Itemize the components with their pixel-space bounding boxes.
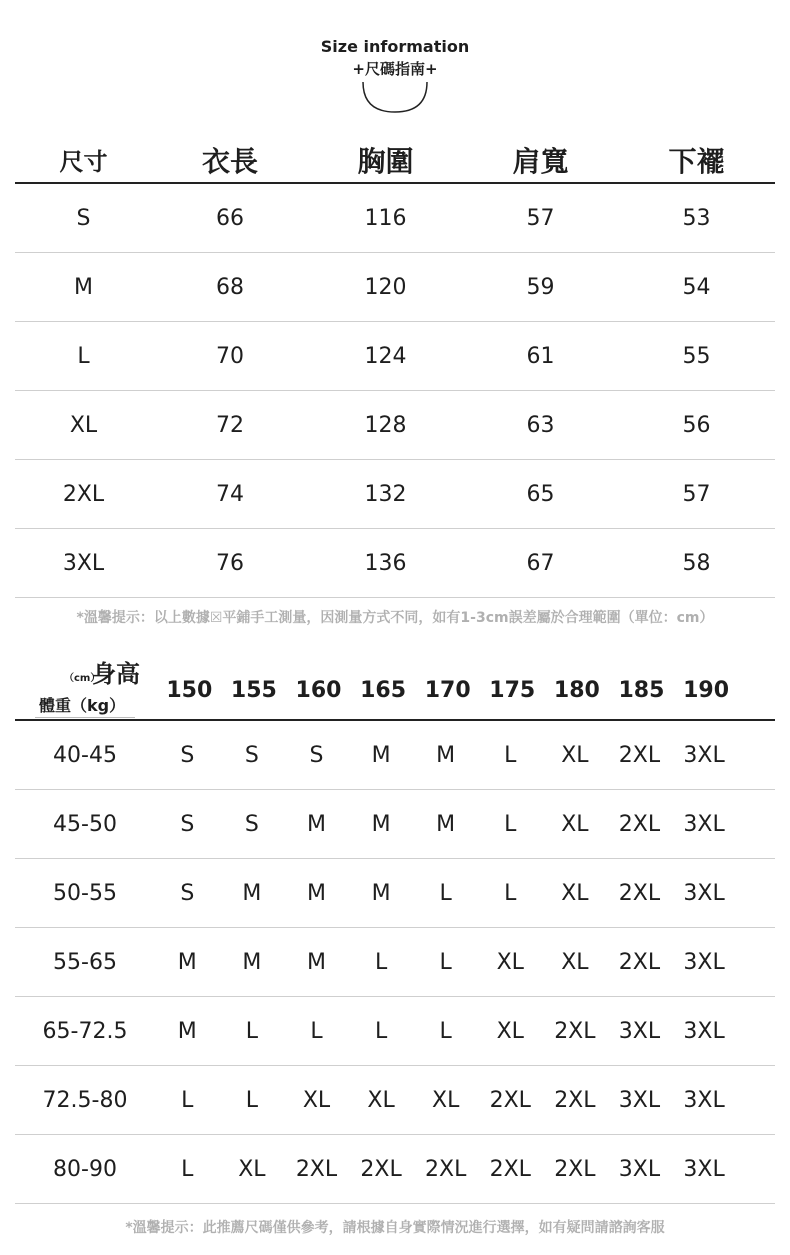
size-recommendation-cell: 3XL [618,1087,661,1113]
size-recommendation-cell: XL [496,1018,524,1044]
size-recommendation-cell: 2XL [618,880,661,906]
size-recommendation-cell: S [180,880,195,906]
size-recommendation-cell: XL [561,949,589,975]
height-header-cell: 165 [360,678,407,703]
size-recommendation-cell: M [436,742,456,768]
size-recommendation-cell: 3XL [683,811,725,837]
size-recommendation-cell: S [244,811,259,837]
weight-cell: 55-65 [53,949,117,975]
size-cell: 66 [216,205,244,231]
size-cell: 72 [216,412,244,438]
size-recommendation-cell: 3XL [683,1018,725,1044]
size-cell: 128 [364,412,407,438]
size-row [15,460,775,529]
size-recommendation-cell: M [371,880,391,906]
size-cell: M [74,274,93,300]
size-recommendation-cell: L [181,1156,194,1182]
size-recommendation-cell: 3XL [618,1156,661,1182]
size-cell: 132 [364,481,407,507]
col-chest: 胸圍 [357,145,414,178]
size-recommendation-cell: L [310,1018,323,1044]
size-table-header [15,136,775,184]
size-recommendation-cell: 2XL [360,1156,402,1182]
header [0,36,790,116]
size-recommendation-cell: L [374,949,388,975]
height-header-cell: 180 [553,678,600,703]
size-recommendation-cell: L [181,1087,194,1113]
size-recommendation-cell: 2XL [554,1156,596,1182]
height-header-cell: 190 [683,678,730,703]
size-cell: 116 [364,205,407,231]
weight-cell: 80-90 [53,1156,117,1182]
unit-label: （cm） [64,673,101,684]
height-label: 身高 [92,660,140,688]
size-recommendation-cell: 2XL [489,1156,531,1182]
col-shoulder: 肩寬 [512,145,569,178]
size-recommendation-cell: XL [561,880,589,906]
size-cell: 59 [526,274,555,300]
corner-cell [15,651,155,719]
size-recommendation-cell: XL [238,1156,266,1182]
size-recommendation-cell: L [504,880,517,906]
size-recommendation-cell: M [371,811,391,837]
weight-cell: 72.5-80 [42,1087,128,1113]
size-recommendation-cell: M [306,811,326,837]
size-cell: XL [69,412,98,438]
size-cell: 3XL [62,550,105,576]
size-cell: 53 [682,205,711,231]
size-recommendation-cell: 2XL [554,1087,596,1113]
size-recommendation-cell: XL [302,1087,331,1113]
size-cell: 76 [216,550,244,576]
col-hem: 下襬 [668,145,725,178]
size-recommendation-cell: L [439,1018,452,1044]
height-header-cell: 170 [424,678,471,703]
size-row [15,184,775,253]
weight-cell: 50-55 [53,880,117,906]
size-recommendation-cell: L [439,949,452,975]
size-recommendation-cell: 2XL [425,1156,467,1182]
weight-label: 體重（kg） [39,696,126,715]
size-recommendation-cell: XL [367,1087,395,1113]
recommendation-row [15,1135,775,1204]
height-header-cell: 150 [166,678,213,703]
size-cell: 124 [364,343,407,369]
size-recommendation-cell: L [439,880,452,906]
size-recommendation-cell: L [245,1087,259,1113]
size-recommendation-cell: XL [561,742,589,768]
recommendation-row [15,721,775,790]
size-cell: 120 [364,274,407,300]
size-recommendation-cell: 3XL [683,1156,725,1182]
measurement-note: *溫馨提示：以上數據☒平鋪手工測量，因測量方式不同，如有1-3cm誤差屬於合理範圍（單位：cm） [76,610,714,626]
size-recommendation-cell: M [177,1018,197,1044]
size-cell: 58 [682,550,711,576]
size-recommendation-cell: S [180,811,195,837]
size-recommendation-cell: M [242,880,262,906]
size-row [15,253,775,322]
size-cell: 67 [526,550,555,576]
recommendation-row [15,928,775,997]
size-cell: 61 [526,343,555,369]
size-recommendation-cell: XL [561,811,589,837]
recommendation-row [15,997,775,1066]
weight-cell: 65-72.5 [42,1018,128,1044]
size-recommendation-cell: 3XL [683,1087,725,1113]
size-recommendation-cell: S [244,742,259,768]
recommendation-row [15,1066,775,1135]
size-recommendation-cell: 2XL [618,949,661,975]
size-recommendation-cell: M [306,880,326,906]
size-cell: 68 [216,274,244,300]
size-cell: 56 [682,412,711,438]
size-cell: 2XL [62,481,105,507]
size-row [15,322,775,391]
col-size: 尺寸 [59,148,108,176]
size-recommendation-cell: 2XL [295,1156,338,1182]
size-cell: 74 [216,481,244,507]
size-cell: 136 [364,550,407,576]
size-recommendation-cell: 2XL [618,811,661,837]
size-cell: S [76,205,91,231]
size-recommendation-cell: XL [496,949,524,975]
size-recommendation-cell: M [242,949,262,975]
size-cell: 63 [526,412,555,438]
height-header-cell: 160 [295,678,342,703]
size-cell: 57 [526,205,555,231]
recommendation-note: *溫馨提示：此推薦尺碼僅供參考，請根據自身實際情況進行選擇，如有疑問請諮詢客服 [125,1220,665,1236]
size-cell: 65 [526,481,555,507]
size-cell: 57 [682,481,711,507]
size-recommendation-cell: L [504,742,517,768]
size-recommendation-cell: S [180,742,195,768]
title-zh: +尺碼指南+ [352,60,438,78]
size-recommendation-cell: M [177,949,197,975]
size-cell: 70 [216,343,244,369]
height-header-cell: 175 [489,678,536,703]
size-recommendation-cell: 2XL [618,742,661,768]
size-recommendation-cell: L [504,811,517,837]
weight-cell: 40-45 [53,742,117,768]
size-recommendation-cell: S [309,742,324,768]
size-recommendation-cell: 2XL [554,1018,596,1044]
title-en: Size information [320,37,470,56]
recommendation-header [15,651,775,721]
height-header-cell: 185 [618,678,665,703]
size-recommendation-cell: 3XL [683,880,725,906]
recommendation-row [15,859,775,928]
decorative-arc-icon [355,80,435,116]
size-recommendation-cell: M [306,949,326,975]
size-row [15,529,775,598]
size-recommendation-cell: 2XL [489,1087,531,1113]
size-recommendation-cell: 3XL [618,1018,661,1044]
size-cell: 54 [682,274,711,300]
size-table [15,136,775,598]
size-recommendation-cell: 3XL [683,949,725,975]
divider [35,717,135,718]
size-row [15,391,775,460]
recommendation-row [15,790,775,859]
size-recommendation-cell: 3XL [683,742,725,768]
size-recommendation-cell: M [371,742,391,768]
size-recommendation-cell: M [436,811,456,837]
height-header-cell: 155 [230,678,277,703]
col-length: 衣長 [201,145,258,178]
size-cell: L [77,343,90,369]
size-recommendation-cell: XL [432,1087,460,1113]
size-recommendation-cell: L [374,1018,388,1044]
size-recommendation-cell: L [245,1018,259,1044]
recommendation-table [15,651,775,1204]
weight-cell: 45-50 [53,811,117,837]
size-cell: 55 [682,343,711,369]
